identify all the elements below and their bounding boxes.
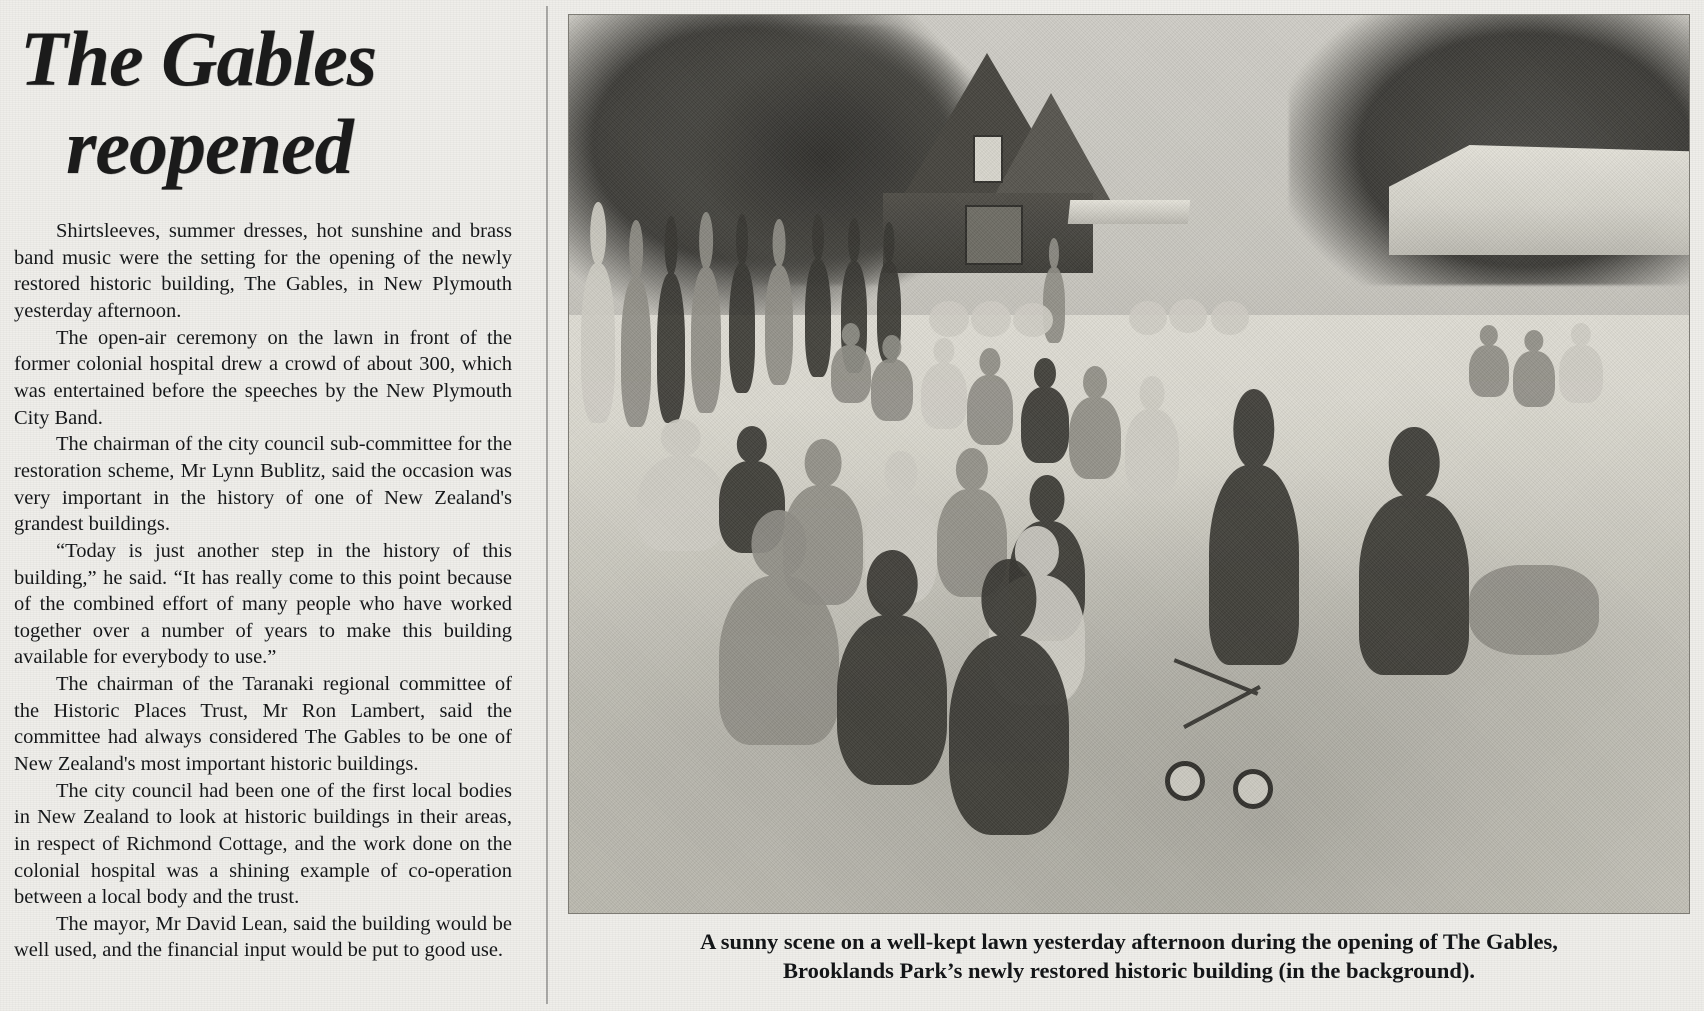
seated-figure bbox=[1469, 345, 1509, 397]
seated-figure bbox=[1125, 409, 1179, 495]
seated-figure bbox=[1129, 301, 1167, 335]
column-divider-rule bbox=[546, 6, 548, 1004]
pram-wheel bbox=[1165, 761, 1205, 801]
crowd-figure bbox=[621, 277, 651, 427]
seated-figure bbox=[949, 635, 1069, 835]
seated-figure bbox=[831, 345, 871, 403]
gables-building bbox=[869, 53, 1109, 263]
article-paragraph: The mayor, Mr David Lean, said the building would be well used, and the financial input would be put to good use. bbox=[14, 912, 512, 962]
figure-head bbox=[1233, 389, 1274, 469]
crowd-figure bbox=[729, 263, 755, 393]
figure-head bbox=[1083, 366, 1107, 399]
crowd-figure bbox=[581, 263, 615, 423]
caption-line-1: A sunny scene on a well-kept lawn yesterday afternoon during the opening of The Gables, bbox=[700, 929, 1558, 954]
article-paragraph: “Today is just another step in the history of this building,” he said. “It has really come to this point because of the combined effort of many people who have worked together over a number of years to make this building available for everybody to use.” bbox=[14, 539, 512, 669]
figure-head bbox=[1480, 325, 1498, 346]
seated-figure bbox=[921, 363, 967, 429]
figure-head bbox=[751, 510, 806, 578]
seated-figure bbox=[637, 455, 725, 551]
crowd-figure bbox=[805, 259, 831, 377]
seated-figure bbox=[967, 375, 1013, 445]
seated-figure bbox=[1169, 299, 1207, 333]
seated-figure bbox=[837, 615, 947, 785]
seated-figure bbox=[1469, 565, 1599, 655]
caption-line-2: Brooklands Park’s newly restored historic building (in the background). bbox=[783, 957, 1475, 983]
figure-head bbox=[812, 214, 824, 261]
figure-head bbox=[981, 559, 1036, 639]
building-awning bbox=[1068, 200, 1191, 224]
seated-figure bbox=[1013, 303, 1053, 337]
crowd-figure bbox=[765, 265, 793, 385]
story-column bbox=[14, 10, 534, 1000]
crowd-figure bbox=[657, 273, 685, 423]
figure-head bbox=[736, 214, 748, 266]
seated-figure bbox=[971, 301, 1011, 337]
seated-figure bbox=[1021, 387, 1069, 463]
figure-head bbox=[699, 212, 713, 270]
photo-caption bbox=[568, 928, 1690, 986]
article-paragraph: The chairman of the city council sub-committee for the restoration scheme, Mr Lynn Bublitz, said the occasion was very important in the history of one of New Zealand's grandest buildings. bbox=[14, 433, 512, 536]
figure-head bbox=[1140, 376, 1165, 410]
building-window bbox=[973, 135, 1003, 183]
headline-line-2: reopened bbox=[66, 103, 353, 191]
figure-head bbox=[629, 220, 643, 280]
figure-head bbox=[665, 216, 678, 276]
figure-head bbox=[773, 219, 786, 267]
building-gable-roof-secondary bbox=[989, 93, 1113, 205]
figure-head bbox=[1389, 427, 1440, 499]
seated-figure bbox=[1513, 351, 1555, 407]
article-paragraph: Shirtsleeves, summer dresses, hot sunshine and brass band music were the setting for the opening of the newly restored historic building, The Gables, in New Plymouth yesterday afternoon. bbox=[14, 220, 512, 323]
photo-block bbox=[568, 14, 1690, 997]
headline-line-1: The Gables bbox=[20, 15, 377, 102]
standing-figure bbox=[1209, 465, 1299, 665]
seated-figure bbox=[719, 575, 839, 745]
figure-head bbox=[805, 439, 842, 487]
pram-frame-lower bbox=[1183, 685, 1261, 729]
figure-head bbox=[979, 348, 1000, 376]
seated-figure bbox=[1211, 301, 1249, 335]
building-door bbox=[965, 205, 1023, 265]
pram-wheel bbox=[1233, 769, 1273, 809]
seated-figure bbox=[1559, 345, 1603, 403]
figure-head bbox=[590, 202, 606, 266]
article-body bbox=[14, 218, 534, 964]
seated-figure bbox=[1359, 495, 1469, 675]
article-paragraph: The chairman of the Taranaki regional committee of the Historic Places Trust, Mr Ron Lambert, said the committee had always considered The Gables to be one of New Zealand's most important historic buildings. bbox=[14, 673, 512, 775]
figure-head bbox=[737, 426, 767, 463]
figure-head bbox=[884, 451, 917, 495]
news-photograph bbox=[568, 14, 1690, 914]
figure-head bbox=[1030, 475, 1065, 523]
baby-pram bbox=[1161, 665, 1281, 805]
seated-figure bbox=[929, 301, 969, 337]
crowd-figure bbox=[691, 267, 721, 413]
figure-head bbox=[883, 222, 894, 263]
article-paragraph: The city council had been one of the first local bodies in New Zealand to look at historic buildings in their areas, in respect of Richmond Cottage, and the work done on the colonial hospital was a shining example of co-operation between a local body and the trust. bbox=[14, 779, 512, 909]
seated-figure bbox=[871, 359, 913, 421]
seated-figure bbox=[1069, 397, 1121, 479]
article-paragraph: The open-air ceremony on the lawn in front of the former colonial hospital drew a crowd of about 300, which was entertained before the speeches by the New Plymouth City Band. bbox=[14, 326, 512, 429]
figure-head bbox=[848, 218, 860, 263]
figure-head bbox=[867, 550, 918, 618]
figure-head bbox=[882, 335, 901, 360]
page-title bbox=[20, 15, 534, 191]
